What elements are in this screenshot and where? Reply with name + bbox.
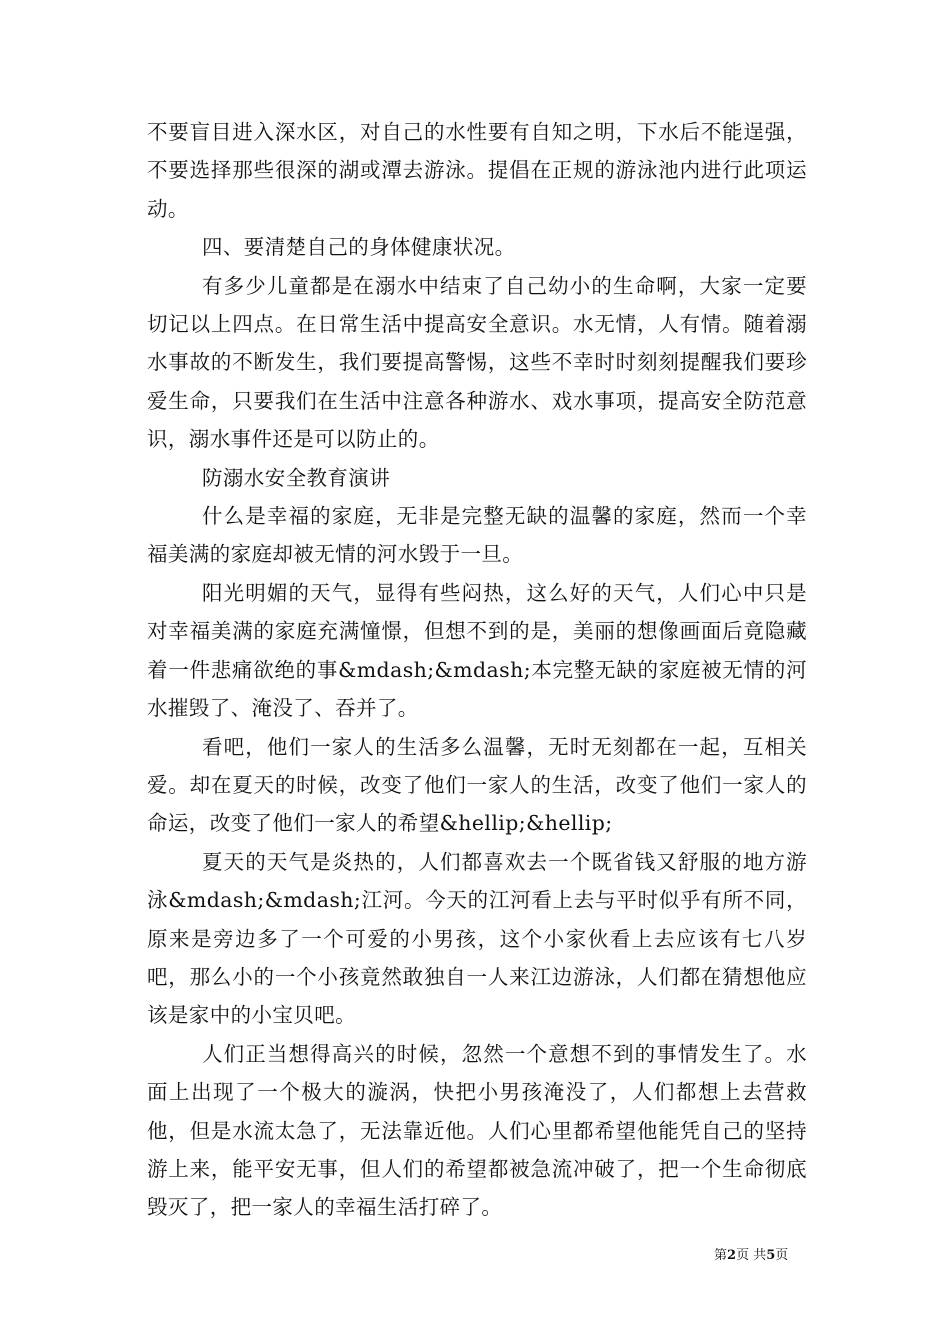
footer-suffix: 页 [775,1248,789,1263]
footer-middle: 页 共 [736,1248,767,1263]
paragraph: 有多少儿童都是在溺水中结束了自己幼小的生命啊，大家一定要切记以上四点。在日常生活中提高安全意识。水无情，人有情。随着溺水事故的不断发生，我们要提高警惕，这些不幸时时刻刻提醒我们要珍爱生命，只要我们在生活中注意各种游水、戏水事项，提高安全防范意识，溺水事件还是可以防止的。 [147,273,807,452]
current-page-number: 2 [727,1248,737,1263]
page-number-footer [714,1247,788,1265]
paragraph: 阳光明媚的天气，显得有些闷热，这么好的天气，人们心中只是对幸福美满的家庭充满憧憬，但想不到的是，美丽的想像画面后竟隐藏着一件悲痛欲绝的事&mdash;&mdash;本完整无缺的家庭被无情的河水摧毁了、淹没了、吞并了。 [147,580,807,721]
paragraph: 看吧，他们一家人的生活多么温馨，无时无刻都在一起，互相关爱。却在夏天的时候，改变了他们一家人的生活，改变了他们一家人的命运，改变了他们一家人的希望&hellip;&hellip; [147,734,807,836]
paragraph: 夏天的天气是炎热的，人们都喜欢去一个既省钱又舒服的地方游泳&mdash;&mdash;江河。今天的江河看上去与平时似乎有所不同，原来是旁边多了一个可爱的小男孩，这个小家伙看上去应该有七八岁吧，那么小的一个小孩竟然敢独自一人来江边游泳，人们都在猜想他应该是家中的小宝贝吧。 [147,849,807,1028]
speech-title: 防溺水安全教育演讲 [202,465,391,490]
document-body [147,113,807,1227]
total-page-number: 5 [766,1248,776,1263]
paragraph: 人们正当想得高兴的时候，忽然一个意想不到的事情发生了。水面上出现了一个极大的漩涡，快把小男孩淹没了，人们都想上去营救他，但是水流太急了，无法靠近他。人们心里都希望他能凭自己的坚持游上来，能平安无事，但人们的希望都被急流冲破了，把一个生命彻底毁灭了，把一家人的幸福生活打碎了。 [147,1041,807,1220]
footer-prefix: 第 [714,1248,728,1263]
section-heading: 四、要清楚自己的身体健康状况。 [202,235,516,260]
paragraph: 什么是幸福的家庭，无非是完整无缺的温馨的家庭，然而一个幸福美满的家庭却被无情的河水毁于一旦。 [147,504,807,567]
paragraph: 不要盲目进入深水区，对自己的水性要有自知之明，下水后不能逞强，不要选择那些很深的湖或潭去游泳。提倡在正规的游泳池内进行此项运动。 [147,120,807,221]
